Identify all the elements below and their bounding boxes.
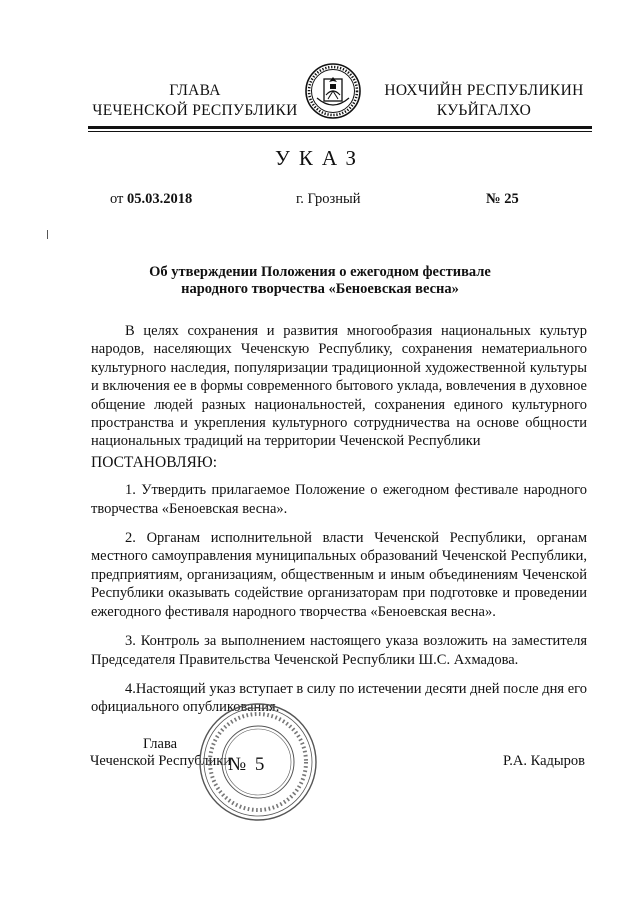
coat-of-arms-emblem (304, 62, 362, 120)
date-prefix: от (110, 191, 128, 207)
issuer-title-chechen (378, 81, 590, 121)
issuer-chechen-line-2: КУЬЙГАЛХО (436, 102, 532, 119)
document-type-heading: УКАЗ (274, 146, 366, 170)
issuer-line-2: ЧЕЧЕНСКОЙ РЕСПУБЛИКИ (92, 102, 298, 119)
issuer-line-1: ГЛАВА (169, 82, 221, 99)
decree-item-1: 1. Утвердить прилагаемое Положение о ежегодном фестивале народного творчества «Беноевская весна». (91, 482, 587, 517)
signatory-name: Р.А. Кадыров (503, 753, 585, 769)
header-rule-thick (88, 126, 592, 129)
decree-item-2: 2. Органам исполнительной власти Чеченской Республики, органам местного самоуправления муниципальных образований Чеченской Республики, предприятиям, организациям, общественным и иным объединениям Чеченской Республики оказывать содействие организаторам при подготовке и проведении ежегодного фестиваля народного творчества «Беноевская весна». (91, 530, 587, 620)
margin-mark (47, 230, 48, 239)
date-value: 05.03.2018 (127, 191, 193, 207)
document-subject (120, 264, 520, 298)
issuer-title-russian (90, 81, 300, 121)
subject-line-1: Об утверждении Положения о ежегодном фестивале (149, 264, 491, 280)
stamp-number: № 5 (228, 754, 267, 775)
header-rule-thin (88, 131, 592, 132)
document-body (91, 322, 587, 728)
subject-line-2: народного творчества «Беноевская весна» (181, 281, 459, 297)
issuer-chechen-line-1: НОХЧИЙН РЕСПУБЛИКИН (384, 82, 584, 99)
signatory-title-line-1: Глава (143, 736, 178, 752)
document-date (110, 191, 192, 208)
preamble-paragraph: В целях сохранения и развития многообразия национальных культур народов, населяющих Чеченскую Республику, сохранения нематериального культурного наследия, популяризации традиционной художественной культуры и включения ее в формы современного бытового уклада, вовлечения в духовное общение людей разных национальностей, сохранения единого культурного пространства и укрепления культурного сотрудничества на основе общности национальных традиций на территории Чеченской Республики (91, 323, 587, 450)
document-city: г. Грозный (296, 191, 361, 207)
decree-item-3: 3. Контроль за выполнением настоящего указа возложить на заместителя Председателя Правительства Чеченской Республики Ш.С. Ахмадова. (91, 633, 587, 668)
signatory-title-line-2: Чеченской Республики (90, 753, 232, 769)
document-number: № 25 (486, 191, 519, 207)
decree-item-4: 4.Настоящий указ вступает в силу по истечении десяти дней после дня его официального опубликования. (91, 680, 587, 716)
decree-word: ПОСТАНОВЛЯЮ: (91, 453, 218, 471)
